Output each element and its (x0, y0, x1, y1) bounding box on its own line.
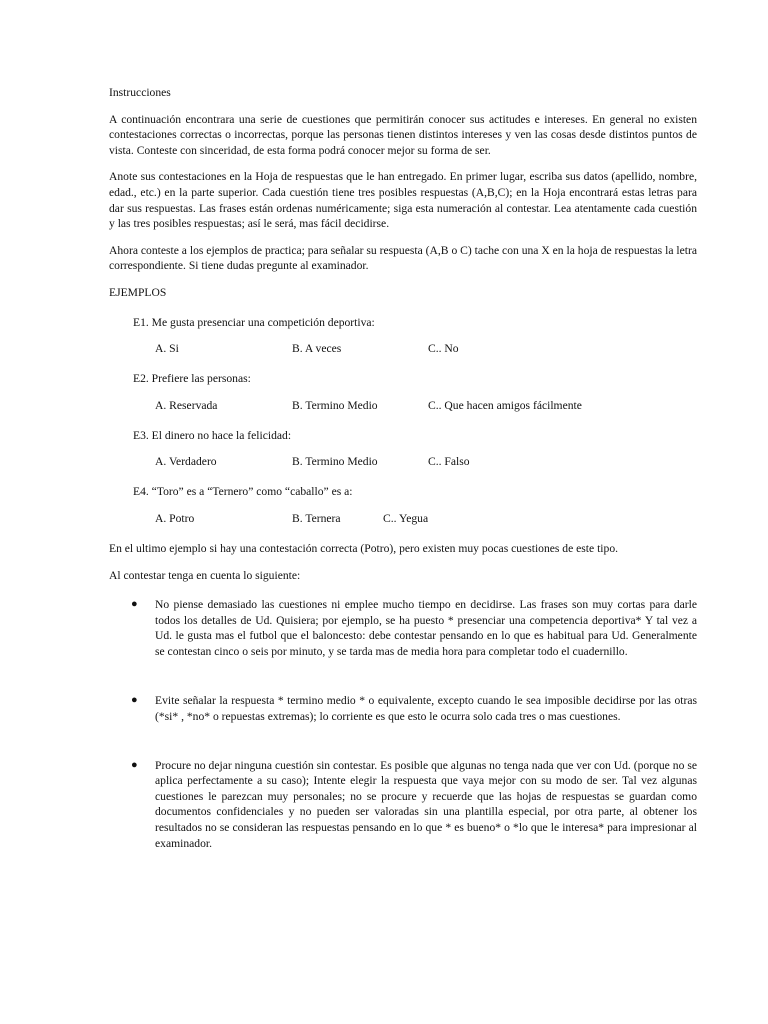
bullet-item (109, 597, 697, 659)
bullet-text: Procure no dejar ninguna cuestión sin contestar. Es posible que algunas no tenga nada que ver con Ud. (porque no se aplica perfectamente a su caso); Intente elegir la respuesta que vaya mejor con su modo de ser. Tal vez algunas cuestiones le parezcan muy personales; no se procure y recuerde que las hojas de respuestas se guardan como documentos confidenciales y no pueden ser valoradas sin una plantilla especial, por otra parte, al obtener los resultados no se consideran las respuestas pensando en lo que * es bueno* o *lo que le interesa* para impresionar al examinador. (155, 758, 697, 850)
bullet-icon: ● (131, 598, 138, 611)
examples-heading: EJEMPLOS (109, 285, 167, 299)
bullet-text: Evite señalar la respuesta * termino medio * o equivalente, excepto cuando le sea imposible decidirse por las otras (*si* , *no* o repuestas extremas); lo corriente es que esto le ocurra solo cada tres o mas cuestiones. (155, 694, 697, 724)
option-a: A. Potro (155, 511, 195, 525)
option-b: B. Termino Medio (292, 398, 378, 412)
example-question-e3: E3. El dinero no hace la felicidad: (133, 428, 292, 442)
bullet-item (109, 758, 697, 852)
option-a: A. Reservada (155, 398, 218, 412)
bullet-icon: ● (131, 758, 138, 771)
example-question-e1: E1. Me gusta presenciar una competición deportiva: (133, 315, 375, 329)
option-c: C.. Que hacen amigos fácilmente (428, 398, 582, 412)
bullet-item (109, 693, 697, 724)
paragraph-answer-sheet: Anote sus contestaciones en la Hoja de respuestas que le han entregado. En primer lugar, escriba sus datos (apellido, nombre, edad., etc.) en la parte superior. Cada cuestión tiene tres posibles respuestas (A,B,C); en la Hoja encontrará estas letras para dar sus respuestas. Las frases están ordenas numéricamente; siga esta numeración al contestar. Lea atentamente cada cuestión y las tres posibles respuestas; así le será, mas fácil decidirse. (109, 170, 697, 231)
option-b: B. A veces (292, 342, 342, 356)
example-options-e2 (109, 398, 697, 414)
example-question-e2: E2. Prefiere las personas: (133, 372, 251, 386)
example-question-e4: E4. “Toro” es a “Ternero” como “caballo” es a: (133, 485, 353, 499)
option-c: C.. No (428, 342, 459, 356)
bullet-icon: ● (131, 694, 138, 707)
option-a: A. Verdadero (155, 455, 217, 469)
option-c: C.. Falso (428, 455, 470, 469)
example-options-e1 (109, 341, 697, 357)
example-list (109, 315, 697, 527)
consider-heading: Al contestar tenga en cuenta lo siguiente: (109, 568, 301, 582)
option-b: B. Termino Medio (292, 455, 378, 469)
option-a: A. Si (155, 342, 179, 356)
example-options-e4 (109, 511, 697, 527)
option-c: C.. Yegua (383, 511, 429, 525)
paragraph-after-examples: En el ultimo ejemplo si hay una contestación correcta (Potro), pero existen muy pocas cuestiones de este tipo. (109, 541, 619, 555)
document-body (109, 85, 697, 851)
paragraph-intro: A continuación encontrara una serie de cuestiones que permitirán conocer sus actitudes e intereses. En general no existen contestaciones correctas o incorrectas, porque las personas tienen distintos intereses y ven las cosas desde distintos puntos de vista. Conteste con sinceridad, de esta forma podrá conocer mejor su forma de ser. (109, 112, 697, 157)
option-b: B. Ternera (292, 511, 341, 525)
bullet-list (109, 597, 697, 851)
example-options-e3 (109, 454, 697, 470)
paragraph-practice: Ahora conteste a los ejemplos de practica; para señalar su respuesta (A,B o C) tache con una X en la hoja de respuestas la letra correspondiente. Si tiene dudas pregunte al examinador. (109, 243, 697, 273)
bullet-text: No piense demasiado las cuestiones ni emplee mucho tiempo en decidirse. Las frases son muy cortas para darle todos los detalles de Ud. Quisiera; por ejemplo, se ha puesto * presenciar una competencia deportiva* Y tal vez a Ud. le gusta mas el futbol que el baloncesto: debe contestar pensando en lo que es habitual para Ud. Generalmente se contestan cinco o seis por minuto, y se tarda mas de media hora para completar todo el cuadernillo. (155, 598, 697, 658)
document-title: Instrucciones (109, 86, 171, 99)
